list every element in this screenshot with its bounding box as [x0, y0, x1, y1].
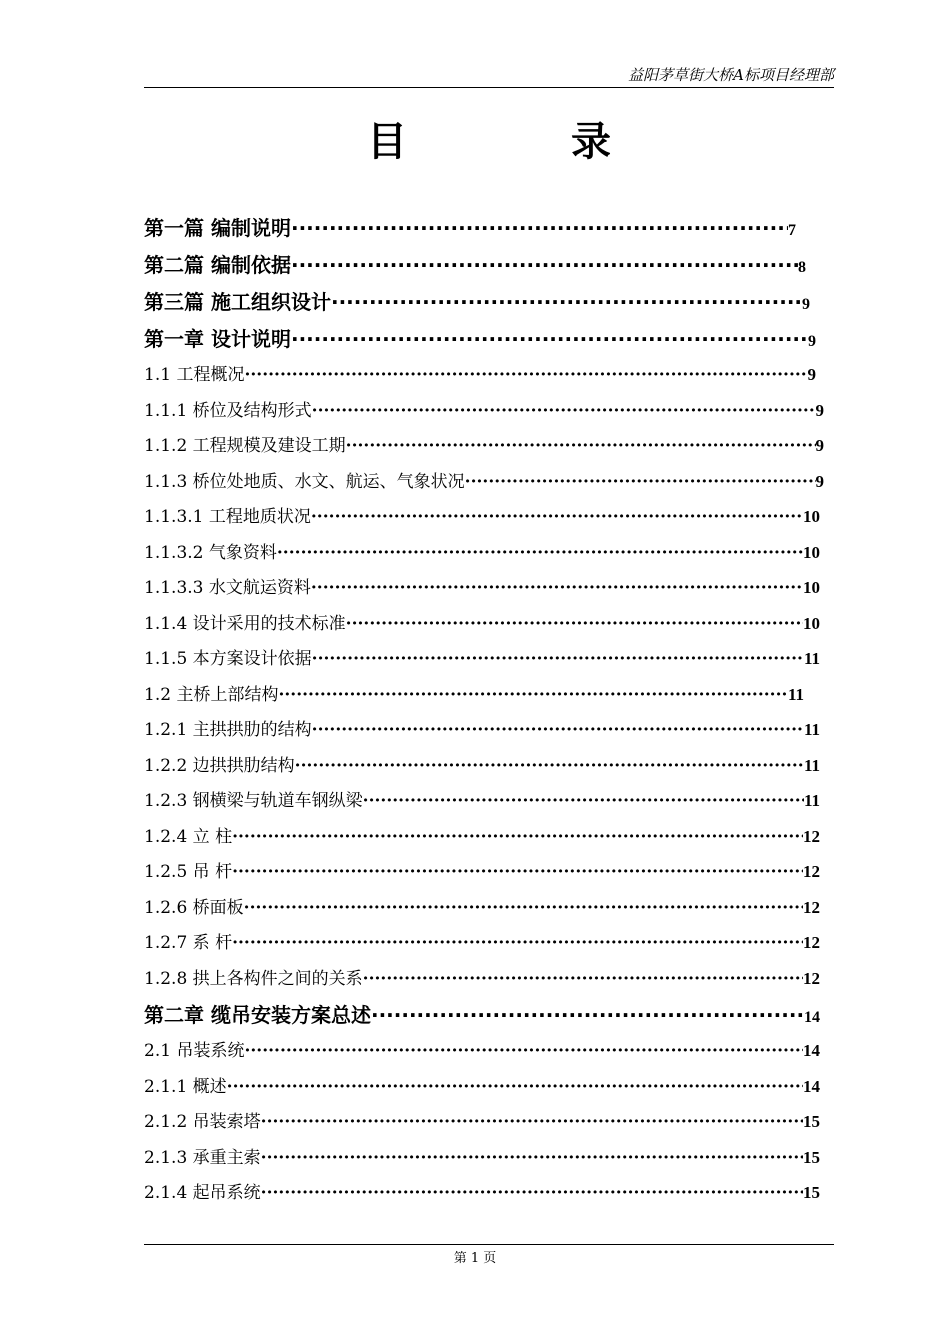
- toc-leader-dots: [312, 720, 804, 740]
- toc-entry-page: 9: [815, 436, 824, 455]
- toc-leader-dots: [346, 436, 816, 456]
- toc-leader-dots: [261, 1112, 803, 1132]
- toc-entry-page: 14: [803, 1076, 820, 1096]
- toc-entry-label: 第三篇 施工组织设计: [144, 290, 331, 314]
- toc-entry[interactable]: [144, 431, 824, 467]
- toc-entry[interactable]: [144, 999, 820, 1036]
- toc-leader-dots: [312, 649, 804, 669]
- toc-entry-label: 1.2.6 桥面板: [144, 897, 244, 918]
- toc-entry-page: 15: [803, 1183, 820, 1202]
- toc-entry-page: 10: [803, 507, 820, 526]
- title-char-2: 录: [571, 119, 611, 165]
- toc-entry-page: 12: [803, 826, 820, 846]
- toc-entry-label: 1.1.5 本方案设计依据: [144, 649, 312, 669]
- toc-entry-page: 11: [803, 755, 820, 775]
- toc-leader-dots: [311, 578, 803, 598]
- toc-entry[interactable]: [144, 467, 824, 503]
- toc-entry-label: 1.2.3 钢横梁与轨道车钢纵梁: [144, 791, 363, 811]
- toc-entry-page: 9: [802, 296, 810, 313]
- toc-entry[interactable]: [144, 538, 820, 574]
- toc-entry[interactable]: [144, 715, 820, 751]
- page-number: 第 1 页: [453, 1251, 497, 1266]
- page-title: [0, 110, 950, 170]
- toc-entry[interactable]: [144, 323, 816, 360]
- toc-entry[interactable]: [144, 1072, 820, 1108]
- toc-entry-label: 1.1.1 桥位及结构形式: [144, 400, 312, 421]
- toc-leader-dots: [261, 1148, 803, 1168]
- title-char-1: 目: [367, 119, 407, 165]
- toc-leader-dots: [291, 327, 808, 351]
- toc-leader-dots: [291, 216, 788, 240]
- toc-entry-label: 1.1.2 工程规模及建设工期: [144, 436, 346, 456]
- toc-entry[interactable]: [144, 573, 820, 609]
- toc-entry-label: 1.2.4 立 柱: [144, 826, 233, 847]
- toc-entry-page: 12: [803, 933, 820, 952]
- toc-entry-page: 11: [803, 720, 820, 739]
- toc-entry[interactable]: [144, 1107, 820, 1143]
- toc-entry[interactable]: [144, 1178, 820, 1214]
- running-header: 益阳茅草街大桥A标项目经理部: [628, 66, 834, 84]
- toc-leader-dots: [331, 290, 802, 314]
- toc-entry-label: 2.1.3 承重主索: [144, 1147, 261, 1168]
- toc-leader-dots: [227, 1077, 803, 1097]
- toc-entry-page: 8: [798, 259, 806, 276]
- toc-leader-dots: [232, 827, 803, 847]
- toc-entry-label: 1.2.5 吊 杆: [144, 862, 233, 882]
- toc-leader-dots: [232, 862, 803, 882]
- toc-leader-dots: [312, 401, 816, 421]
- toc-entry-label: 1.2 主桥上部结构: [144, 684, 279, 705]
- toc-entry-page: 10: [803, 578, 820, 597]
- toc-entry-label: 第二章 缆吊安装方案总述: [144, 1003, 371, 1027]
- toc-leader-dots: [363, 969, 803, 989]
- toc-entry-label: 第一篇 编制说明: [144, 216, 291, 240]
- toc-entry[interactable]: [144, 680, 804, 716]
- toc-leader-dots: [363, 791, 804, 811]
- toc-leader-dots: [277, 543, 803, 563]
- toc-leader-dots: [244, 365, 807, 385]
- toc-entry-page: 12: [803, 862, 820, 881]
- toc-entry-label: 1.1.3.1 工程地质状况: [144, 507, 311, 527]
- toc-entry[interactable]: [144, 502, 820, 538]
- toc-entry-page: 10: [803, 613, 820, 633]
- toc-entry[interactable]: [144, 249, 806, 286]
- toc-entry[interactable]: [144, 822, 820, 858]
- toc-entry-page: 14: [803, 1041, 820, 1060]
- toc-entry[interactable]: [144, 964, 820, 1000]
- toc-leader-dots: [261, 1183, 803, 1203]
- toc-entry-label: 1.2.1 主拱拱肋的结构: [144, 720, 312, 740]
- toc-entry[interactable]: [144, 893, 820, 929]
- toc-entry-page: 15: [803, 1147, 820, 1167]
- toc-entry[interactable]: [144, 928, 820, 964]
- toc-leader-dots: [244, 898, 803, 918]
- toc-leader-dots: [244, 1041, 803, 1061]
- toc-leader-dots: [346, 614, 803, 634]
- toc-entry-page: 12: [803, 968, 820, 988]
- toc-entry-page: 11: [803, 791, 820, 810]
- toc-entry[interactable]: [144, 644, 820, 680]
- toc-entry-label: 第二篇 编制依据: [144, 253, 291, 277]
- toc-entry-label: 1.1.4 设计采用的技术标准: [144, 613, 346, 634]
- toc-leader-dots: [232, 933, 803, 953]
- toc-entry[interactable]: [144, 1036, 820, 1072]
- toc-entry-page: 9: [807, 365, 816, 384]
- toc-entry[interactable]: [144, 360, 816, 396]
- toc-entry-label: 2.1.4 起吊系统: [144, 1183, 261, 1203]
- toc-leader-dots: [311, 507, 803, 527]
- toc-entry-page: 14: [804, 1009, 820, 1026]
- toc-entry-label: 2.1.1 概述: [144, 1076, 227, 1097]
- toc-entry-page: 11: [787, 684, 804, 704]
- toc-entry-label: 1.2.7 系 杆: [144, 933, 233, 953]
- toc-entry-page: 15: [803, 1112, 820, 1131]
- toc-entry-label: 1.1.3.3 水文航运资料: [144, 578, 311, 598]
- toc-leader-dots: [465, 472, 816, 492]
- toc-entry-label: 第一章 设计说明: [144, 327, 291, 351]
- toc-entry[interactable]: [144, 212, 796, 249]
- toc-entry[interactable]: [144, 857, 820, 893]
- toc-leader-dots: [295, 756, 804, 776]
- toc-entry-page: 9: [815, 400, 824, 420]
- toc-entry[interactable]: [144, 786, 820, 822]
- toc-entry-page: 9: [808, 333, 816, 350]
- toc-entry[interactable]: [144, 1143, 820, 1179]
- toc-leader-dots: [291, 253, 798, 277]
- toc-entry-label: 1.1.3 桥位处地质、水文、航运、气象状况: [144, 471, 465, 492]
- toc-entry[interactable]: [144, 609, 820, 645]
- toc-entry-page: 11: [803, 649, 820, 668]
- toc-leader-dots: [371, 1003, 804, 1027]
- toc-entry-page: 9: [815, 471, 824, 491]
- table-of-contents: [144, 212, 834, 1214]
- toc-entry-page: 10: [803, 542, 820, 562]
- toc-entry[interactable]: [144, 751, 820, 787]
- toc-entry-label: 1.2.2 边拱拱肋结构: [144, 755, 295, 776]
- toc-entry-label: 2.1 吊装系统: [144, 1041, 245, 1061]
- toc-entry-label: 2.1.2 吊装索塔: [144, 1112, 261, 1132]
- toc-entry-label: 1.1 工程概况: [144, 365, 245, 385]
- toc-entry-page: 12: [803, 897, 820, 917]
- toc-entry-label: 1.2.8 拱上各构件之间的关系: [144, 968, 363, 989]
- header-rule: [144, 87, 834, 88]
- toc-leader-dots: [278, 685, 787, 705]
- toc-entry-page: 7: [788, 222, 796, 239]
- toc-entry[interactable]: [144, 286, 810, 323]
- toc-entry[interactable]: [144, 396, 824, 432]
- toc-entry-label: 1.1.3.2 气象资料: [144, 542, 277, 563]
- footer-rule: [144, 1244, 834, 1245]
